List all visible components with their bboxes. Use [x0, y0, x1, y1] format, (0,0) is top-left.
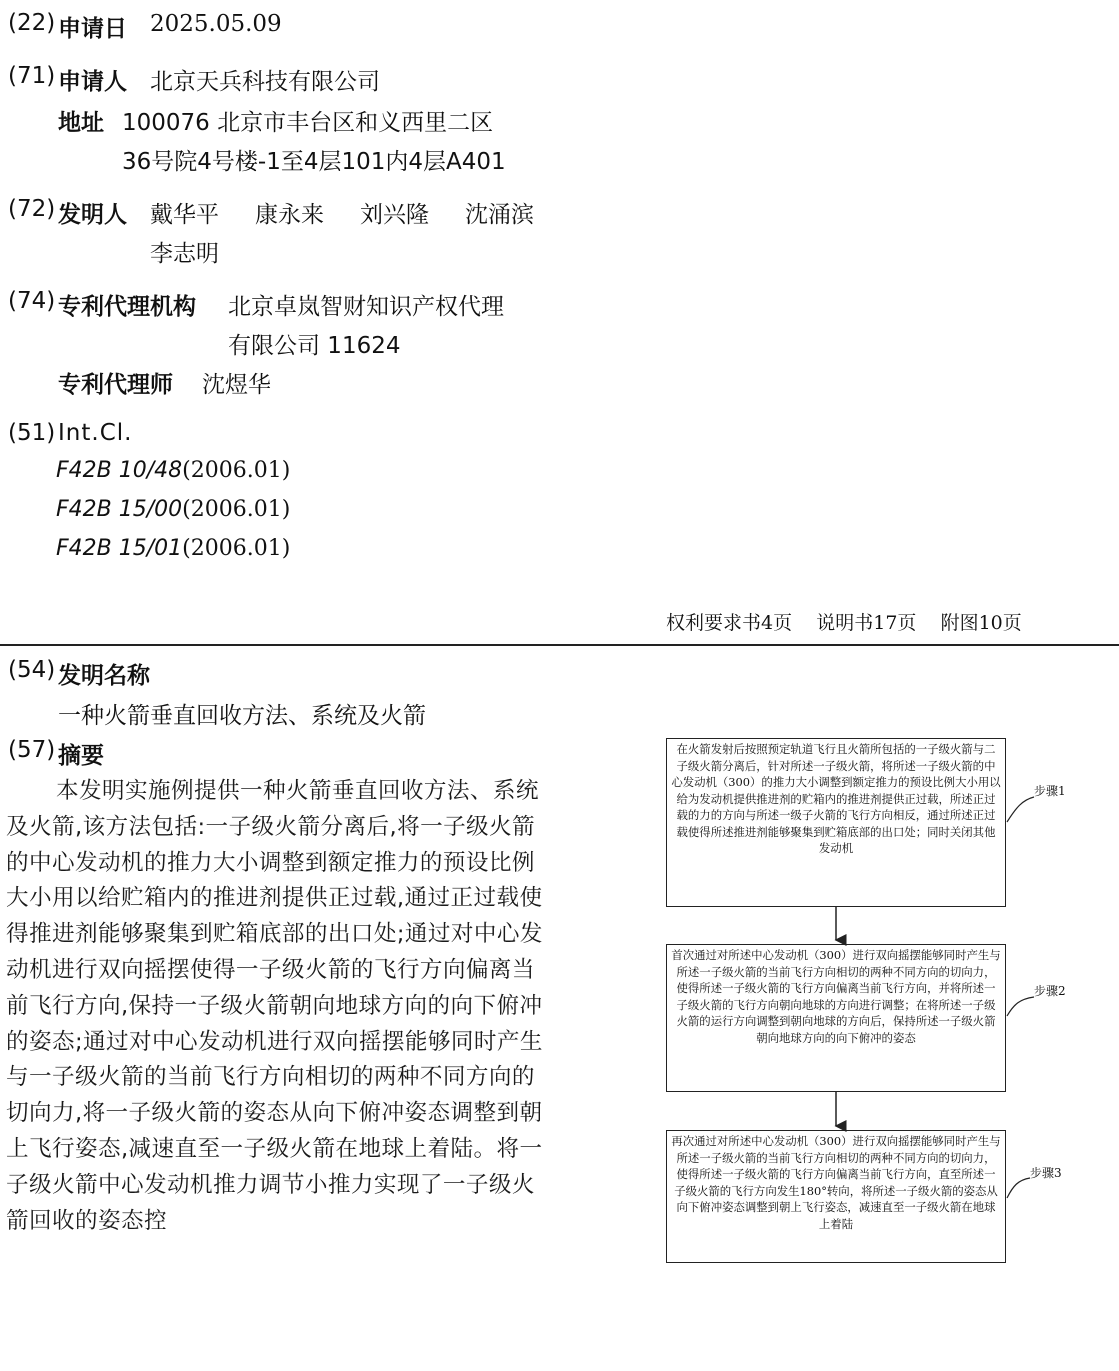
abstract-code: (57) [8, 737, 56, 763]
address-label: 地址 [58, 110, 104, 136]
filing-date-value: 2025.05.09 [150, 11, 282, 37]
flow-step-1-box: 在火箭发射后按照预定轨道飞行且火箭所包括的一子级火箭与二子级火箭分离后，针对所述一子级火箭，将所述一子级火箭的中心发动机（300）的推力大小调整到额定推力的预设比例大小用以给为发动机提供推进剂的贮箱内的推进剂提供正过载，所述正过载的力的方向与所述一级子火箭的飞行方向相反，通过所述正过载使得所述推进剂能够聚集到贮箱底部的出口处；同时关闭其他发动机 [666, 738, 1006, 907]
filing-date-code: (22) [8, 10, 56, 36]
ipc-date: (2006.01) [182, 497, 291, 522]
ipc-code: F42B 15/01 [56, 536, 183, 561]
inventor-name: 戴华平 [150, 202, 219, 228]
flow-step-2-box: 首次通过对所述中心发动机（300）进行双向摇摆能够同时产生与所述一子级火箭的当前飞行方向相切的两种不同方向的切向力，使得所述一子级火箭的飞行方向偏离当前飞行方向，并将所述一子级火箭的飞行方向朝向地球的方向进行调整；在将所述一子级火箭的运行方向调整到朝向地球的方向后，保持所述一子级火箭朝向地球方向的向下俯冲的姿态 [666, 944, 1006, 1092]
title-code: (54) [8, 657, 56, 683]
page-counts: 权利要求书4页 说明书17页 附图10页 [666, 612, 1022, 634]
leader-step-3 [1007, 1178, 1030, 1198]
inventor-name: 李志明 [150, 241, 219, 267]
address-line-1: 100076 北京市丰台区和义西里二区 [122, 110, 494, 136]
agency-label: 专利代理机构 [58, 294, 196, 320]
ipc-code: F42B 15/00 [56, 497, 183, 522]
agency-name-line-2: 有限公司 11624 [228, 333, 401, 359]
step-2-label: 步骤2 [1034, 984, 1066, 998]
abstract-text: 本发明实施例提供一种火箭垂直回收方法、系统及火箭,该方法包括:一子级火箭分离后,将一子级火箭的中心发动机的推力大小调整到额定推力的预设比例大小用以给贮箱内的推进剂提供正过载,通过正过载使得推进剂能够聚集到贮箱底部的出口处;通过对中心发动机进行双向摇摆使得一子级火箭的飞行方向偏离当前飞行方向,保持一子级火箭朝向地球方向的向下俯冲的姿态;通过对中心发动机进行双向摇摆能够同时产生与一子级火箭的当前飞行方向相切的两种不同方向的切向力,将一子级火箭的姿态从向下俯冲姿态调整到朝上飞行姿态,减速直至一子级火箭在地球上着陆。将一子级火箭中心发动机推力调节小推力实现了一子级火箭回收的姿态控 [6, 778, 543, 1234]
title-label: 发明名称 [58, 663, 150, 689]
inventors-code: (72) [8, 196, 56, 222]
inventor-name: 刘兴隆 [360, 202, 429, 228]
applicant-label: 申请人 [58, 69, 127, 95]
inventor-name: 康永来 [255, 202, 324, 228]
flow-step-3-box: 再次通过对所述中心发动机（300）进行双向摇摆能够同时产生与所述一子级火箭的当前飞行方向相切的两种不同方向的切向力，使得所述一子级火箭的飞行方向偏离当前飞行方向，直至所述一子级火箭的飞行方向发生180°转向，将所述一子级火箭的姿态从向下俯冲姿态调整到朝上飞行姿态，减速直至一子级火箭在地球上着陆 [666, 1130, 1006, 1263]
leader-step-1 [1007, 797, 1034, 822]
applicant-code: (71) [8, 63, 56, 89]
ipc-date: (2006.01) [182, 458, 291, 483]
agency-code: (74) [8, 288, 56, 314]
address-line-2: 36号院4号楼-1至4层101内4层A401 [122, 149, 506, 175]
ipc-code: F42B 10/48 [56, 458, 183, 483]
leader-step-2 [1007, 997, 1034, 1016]
step-1-label: 步骤1 [1034, 784, 1066, 798]
applicant-name: 北京天兵科技有限公司 [150, 69, 380, 95]
inventors-label: 发明人 [58, 202, 127, 228]
intcl-label: Int.Cl. [58, 420, 133, 446]
intcl-code: (51) [8, 420, 56, 446]
inventor-name: 沈涌滨 [465, 202, 534, 228]
agent-name: 沈煜华 [202, 372, 271, 398]
abstract-label: 摘要 [58, 743, 104, 769]
agent-label: 专利代理师 [58, 372, 173, 398]
step-3-label: 步骤3 [1030, 1166, 1062, 1180]
ipc-date: (2006.01) [182, 536, 291, 561]
agency-name-line-1: 北京卓岚智财知识产权代理 [228, 294, 504, 320]
filing-date-label: 申请日 [58, 16, 127, 42]
invention-title: 一种火箭垂直回收方法、系统及火箭 [58, 703, 426, 729]
